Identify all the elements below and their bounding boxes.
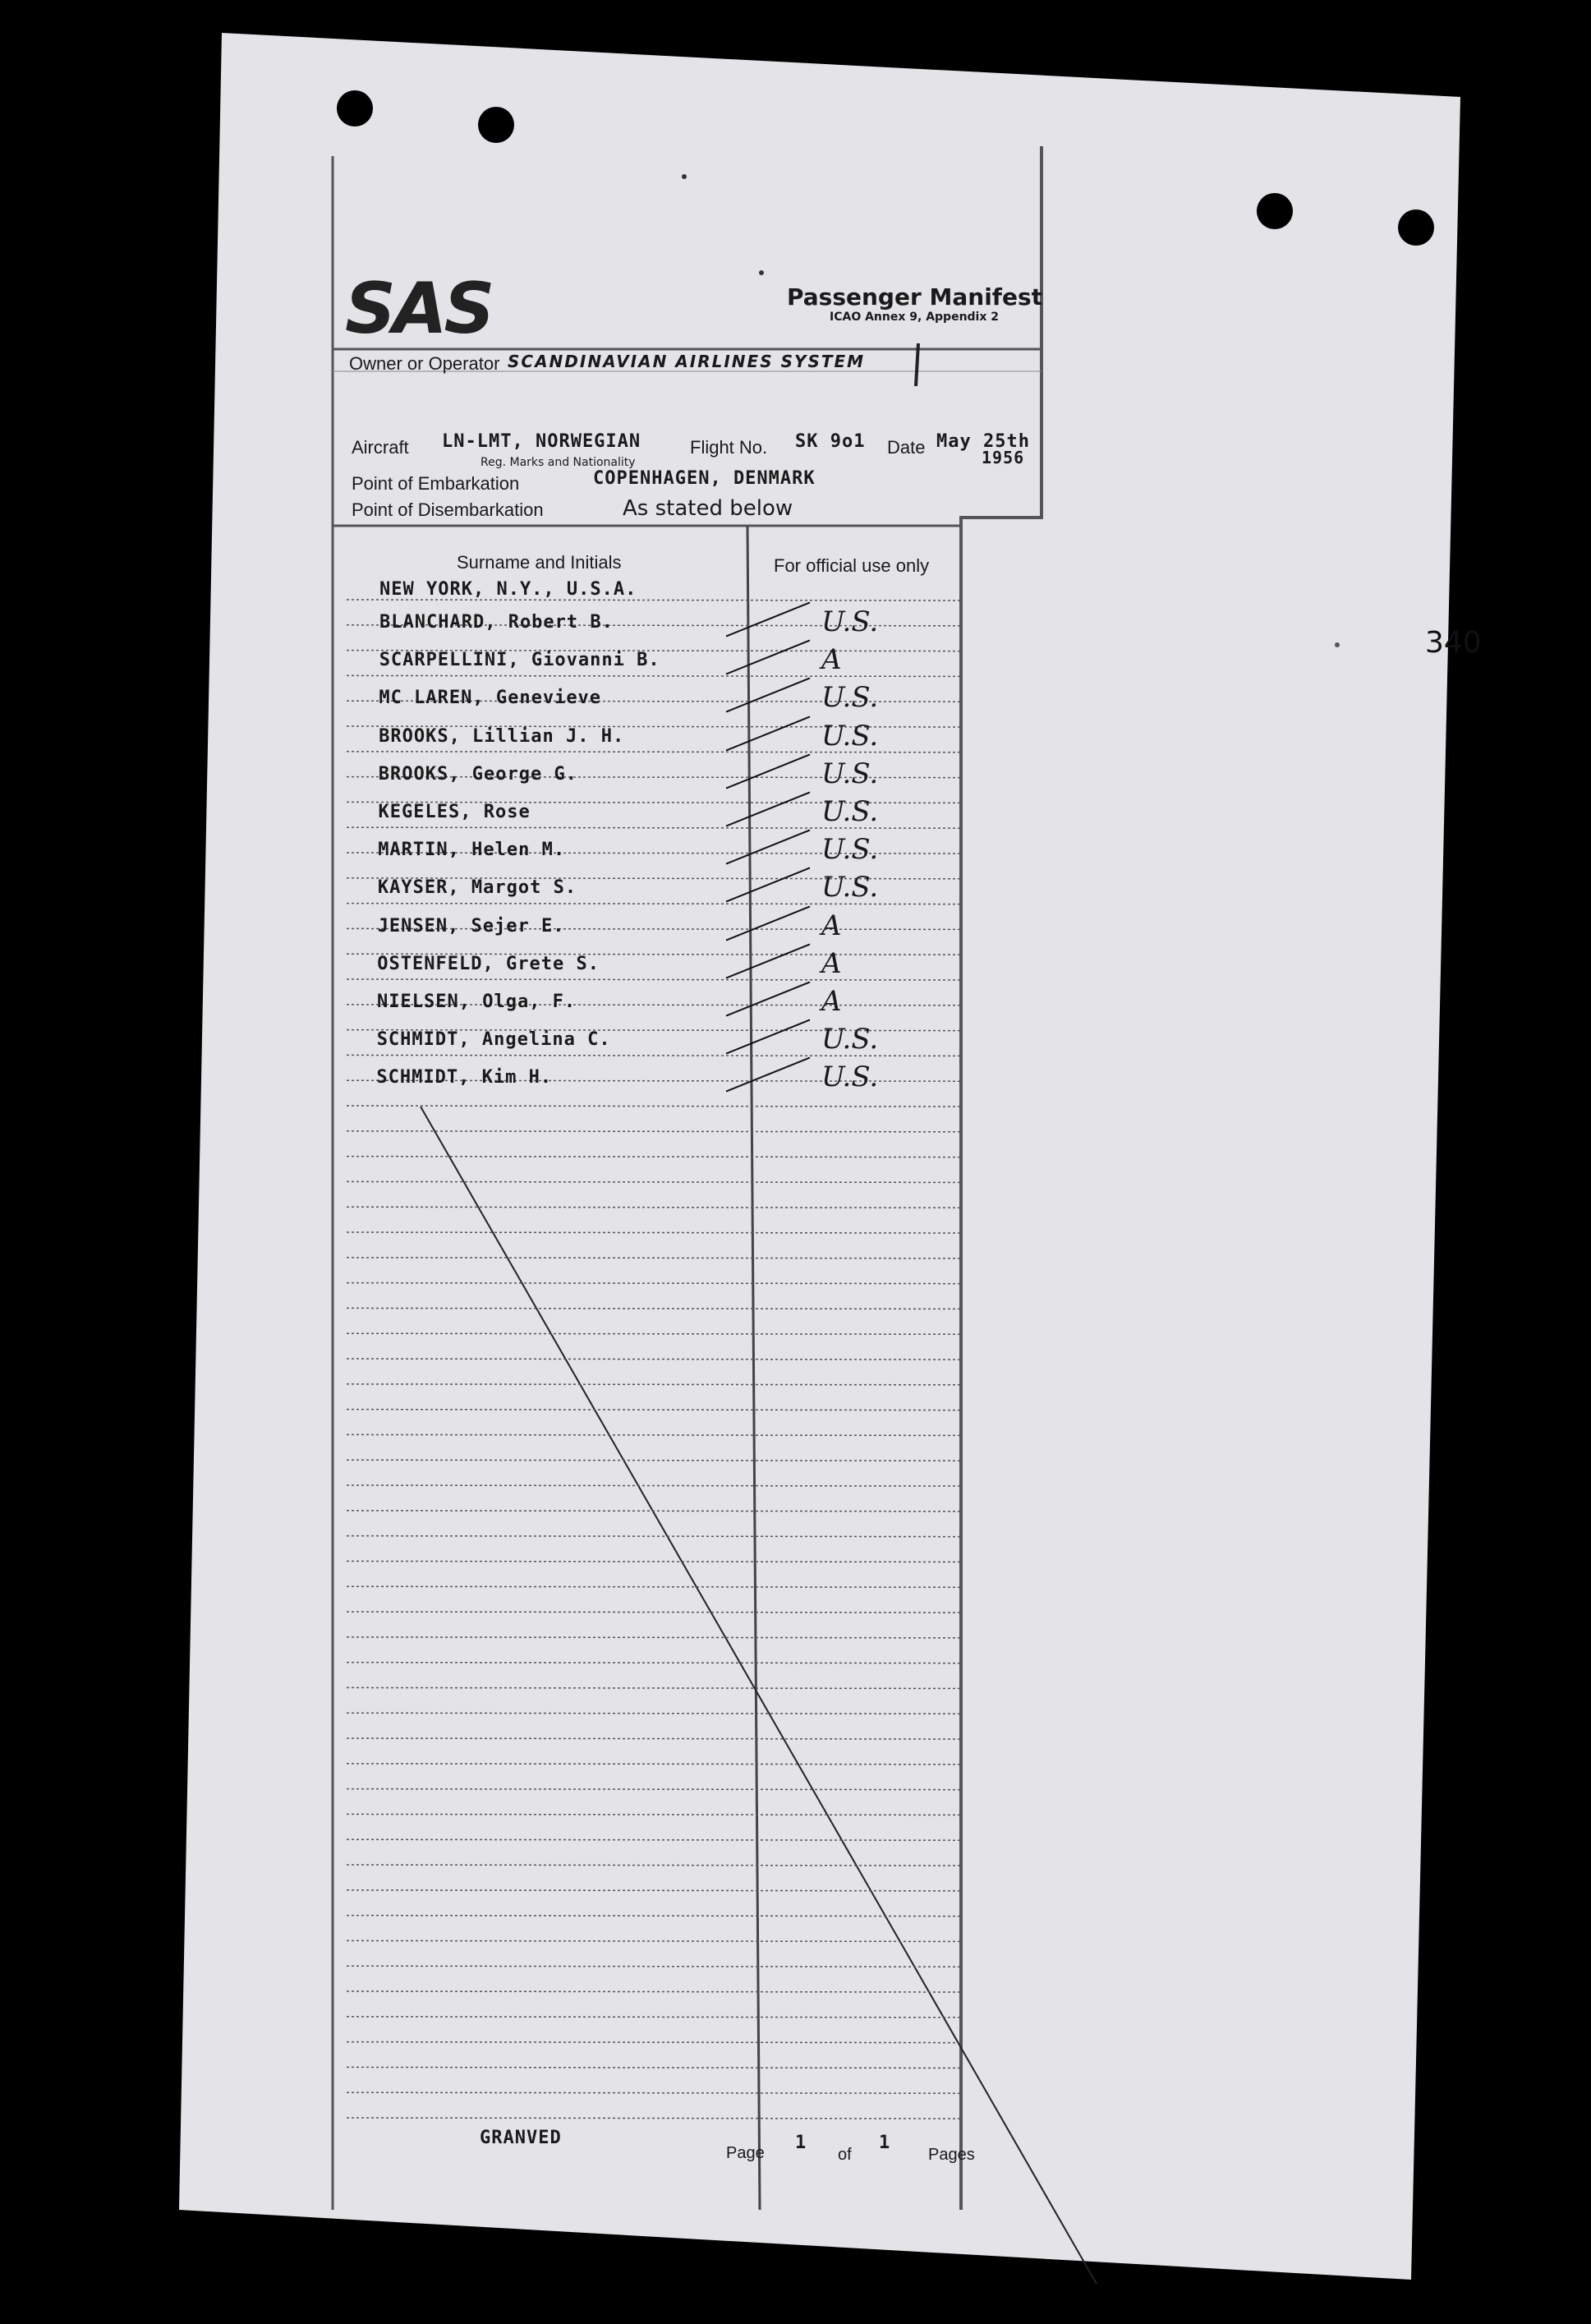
rule-line bbox=[347, 1106, 959, 1107]
footer-stamp: GRANVED bbox=[480, 2128, 562, 2148]
rule-line bbox=[347, 2042, 959, 2043]
names-column-header: Surname and Initials bbox=[457, 552, 622, 573]
rule-line bbox=[347, 2017, 959, 2018]
rule-line bbox=[347, 2092, 959, 2093]
margin-number: 340 bbox=[1425, 626, 1482, 660]
aircraft-sub-label: Reg. Marks and Nationality bbox=[481, 456, 636, 469]
official-mark: U.S. bbox=[821, 605, 879, 638]
rule-line bbox=[347, 675, 959, 676]
flight-label: Flight No. bbox=[690, 437, 768, 458]
passenger-name: OSTENFELD, Grete S. bbox=[377, 953, 600, 974]
page-number: 1 bbox=[795, 2133, 807, 2153]
sas-logo: SAS bbox=[345, 268, 492, 350]
passenger-name: JENSEN, Sejer E. bbox=[377, 915, 565, 937]
passenger-name: NIELSEN, Olga, F. bbox=[377, 992, 577, 1012]
passenger-name: BROOKS, George G. bbox=[378, 763, 577, 785]
official-mark: U.S. bbox=[821, 871, 879, 904]
rule-line bbox=[347, 1536, 959, 1537]
owner-value: SCANDINAVIAN AIRLINES SYSTEM bbox=[508, 352, 866, 371]
owner-label: Owner or Operator bbox=[349, 353, 500, 374]
rule-line bbox=[347, 1434, 959, 1435]
rule-line bbox=[347, 1764, 959, 1765]
rule-line bbox=[347, 1663, 959, 1664]
rule-line bbox=[347, 1384, 959, 1385]
passenger-name: BLANCHARD, Robert B. bbox=[379, 612, 614, 633]
rule-line bbox=[347, 2067, 959, 2068]
passenger-name: SCHMIDT, Angelina C. bbox=[376, 1029, 611, 1051]
rule-line bbox=[347, 1865, 959, 1866]
disembarkation-value: As stated below bbox=[623, 496, 793, 521]
passenger-name: MARTIN, Helen M. bbox=[378, 840, 566, 861]
official-mark: A bbox=[821, 643, 842, 677]
date-year: 1956 bbox=[982, 448, 1025, 467]
destination: NEW YORK, N.Y., U.S.A. bbox=[379, 579, 637, 600]
official-mark: U.S. bbox=[821, 833, 879, 867]
passenger-name: BROOKS, Lillian J. H. bbox=[379, 725, 625, 747]
rule-line bbox=[347, 1181, 959, 1182]
rule-line bbox=[347, 1232, 959, 1233]
official-mark: U.S. bbox=[821, 757, 879, 790]
aircraft-label: Aircraft bbox=[352, 437, 409, 458]
official-mark: A bbox=[821, 946, 842, 980]
rule-line bbox=[347, 1410, 959, 1411]
passenger-name: SCHMIDT, Kim H. bbox=[376, 1067, 553, 1088]
rule-line bbox=[347, 1612, 959, 1613]
rule-line bbox=[347, 1283, 959, 1284]
rule-line bbox=[347, 600, 959, 601]
page-label: Page bbox=[726, 2144, 765, 2162]
rule-line bbox=[347, 1359, 959, 1360]
of-label: of bbox=[838, 2146, 852, 2164]
page-total: 1 bbox=[879, 2133, 891, 2153]
rule-line bbox=[347, 1308, 959, 1309]
rule-line bbox=[347, 1561, 959, 1562]
rule-line bbox=[347, 1485, 959, 1486]
rule-line bbox=[347, 1131, 959, 1132]
official-column-header: For official use only bbox=[774, 555, 930, 576]
pages-label: Pages bbox=[928, 2146, 975, 2164]
passenger-name: KAYSER, Margot S. bbox=[377, 877, 577, 899]
manifest-subtitle: ICAO Annex 9, Appendix 2 bbox=[830, 311, 1000, 324]
rule-line bbox=[347, 1511, 959, 1512]
official-mark: U.S. bbox=[821, 719, 879, 752]
official-mark: U.S. bbox=[821, 795, 879, 828]
rule-line bbox=[347, 1814, 959, 1815]
embarkation-label: Point of Embarkation bbox=[352, 473, 520, 494]
rule-line bbox=[347, 1586, 959, 1587]
official-mark: U.S. bbox=[821, 681, 879, 715]
rule-line bbox=[347, 1637, 959, 1638]
official-mark: U.S. bbox=[821, 1061, 879, 1094]
rule-line bbox=[347, 1687, 959, 1688]
rule-line bbox=[347, 1207, 959, 1208]
passenger-name: MC LAREN, Genevieve bbox=[379, 688, 602, 709]
passenger-name: KEGELES, Rose bbox=[378, 802, 531, 822]
aircraft-value: LN-LMT, NORWEGIAN bbox=[442, 431, 641, 452]
passenger-name: SCARPELLINI, Giovanni B. bbox=[379, 650, 660, 671]
rule-line bbox=[347, 1460, 959, 1461]
rule-line bbox=[347, 1789, 959, 1790]
rule-line bbox=[347, 1258, 959, 1259]
rule-line bbox=[347, 1738, 959, 1739]
disembarkation-label: Point of Disembarkation bbox=[352, 499, 544, 520]
official-mark: U.S. bbox=[821, 1023, 879, 1056]
rule-line bbox=[347, 979, 959, 980]
official-mark: A bbox=[821, 985, 842, 1018]
rule-line bbox=[347, 1890, 959, 1891]
rule-line bbox=[347, 1940, 959, 1941]
date-value: May 25th bbox=[936, 431, 1030, 452]
official-mark: A bbox=[821, 909, 842, 942]
rule-line bbox=[347, 1916, 959, 1917]
rule-line bbox=[347, 2118, 959, 2119]
rule-line bbox=[347, 1333, 959, 1334]
rule-line bbox=[347, 1966, 959, 1967]
flight-value: SK 9o1 bbox=[795, 431, 866, 452]
rule-line bbox=[347, 1991, 959, 1992]
manifest-title: Passenger Manifest bbox=[787, 283, 1043, 311]
rule-line bbox=[347, 1839, 959, 1840]
rule-line bbox=[347, 1713, 959, 1714]
date-label: Date bbox=[887, 437, 926, 458]
embarkation-value: COPENHAGEN, DENMARK bbox=[593, 468, 816, 489]
